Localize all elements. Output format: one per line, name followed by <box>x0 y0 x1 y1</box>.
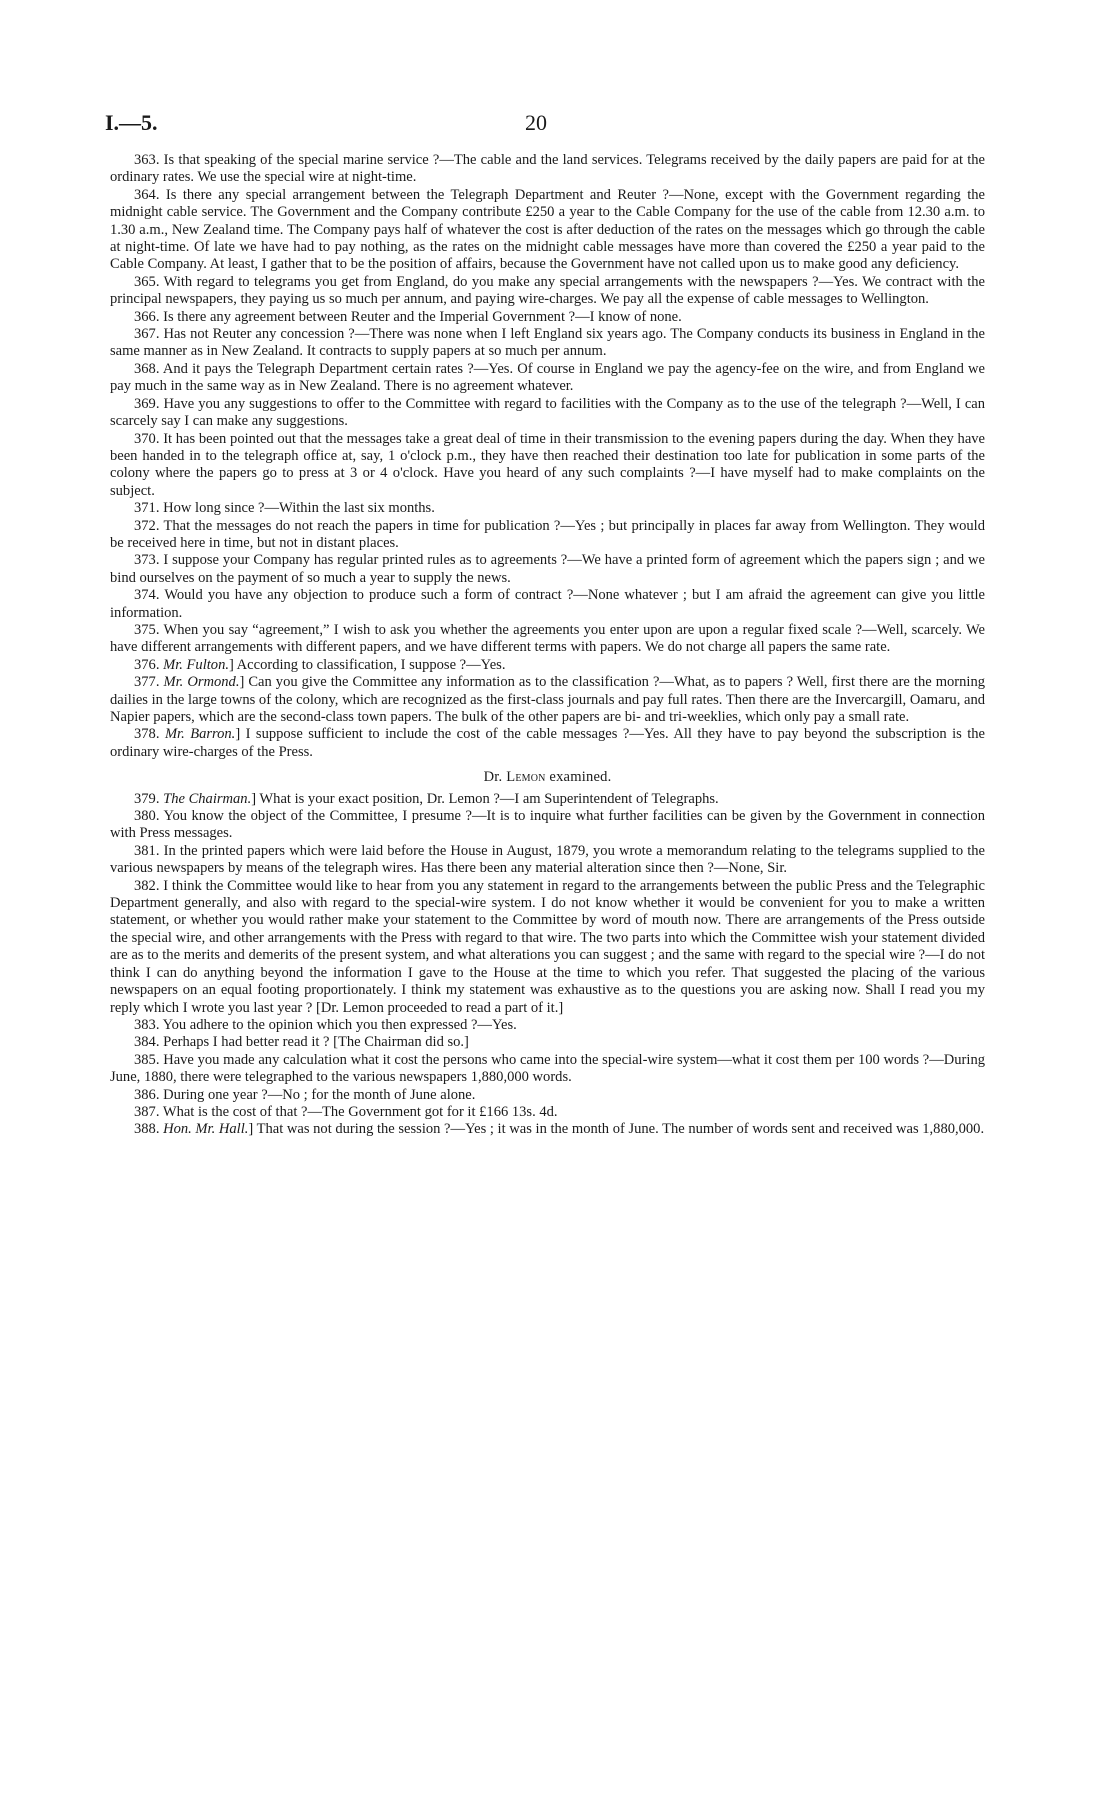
paragraph-group-b <box>110 808 985 1121</box>
paragraph <box>110 808 985 843</box>
paragraph-number: 384. <box>134 1034 160 1051</box>
paragraph <box>110 622 985 657</box>
paragraph-text: And it pays the Telegraph Department certain rates ?—Yes. Of course in England we pay the agency-fee on the wire, and from England we pay much in the same way as in New Zealand. There is no agreement whatever. <box>110 360 985 395</box>
paragraph-text: ] What is your exact position, Dr. Lemon ?—I am Superintendent of Telegraphs. <box>251 790 719 807</box>
paragraph-number: 378. <box>134 726 160 743</box>
paragraph <box>110 500 985 517</box>
paragraph-number: 385. <box>134 1051 160 1068</box>
paragraph-text: Would you have any objection to produce such a form of contract ?—None whatever ; but I am afraid the agreement can give you little information. <box>110 587 986 621</box>
paragraph-text: I suppose your Company has regular printed rules as to agreements ?—We have a printed form of agreement which the papers sign ; and we bind ourselves on the payment of so much a year to supply the news. <box>110 552 985 586</box>
paragraph-text: ] I suppose sufficient to include the cost of the cable messages ?—Yes. All they have to pay beyond the subscription is the ordinary wire-charges of the Press. <box>110 726 985 760</box>
paragraph-text: ] According to classification, I suppose ?—Yes. <box>228 656 506 673</box>
paragraph-number: 368. <box>134 360 160 377</box>
paragraph-number: 369. <box>134 395 160 412</box>
paragraph-text: Is that speaking of the special marine service ?—The cable and the land services. Telegrams received by the daily papers are paid for at the ordinary rates. We use the special wire at night-time. <box>110 152 985 186</box>
paragraph-text: Is there any agreement between Reuter and the Imperial Government ?—I know of none. <box>163 308 682 325</box>
paragraph <box>110 431 985 501</box>
heading-name: Lemon <box>506 769 546 786</box>
paragraph <box>110 1017 985 1034</box>
heading-suffix: examined. <box>549 769 612 786</box>
paragraph-379 <box>110 791 985 808</box>
paragraph <box>110 518 985 553</box>
paragraph-text: Is there any special arrangement between the Telegraph Department and Reuter ?—None, except with the Government regarding the midnight cable service. The Government and the Company contribute £250 a year to the Cable Company for the use of the cable from 12.30 a.m. to 1.30 a.m., New Zealand time. The Company pays half of whatever the cost is after deduction of the rates on the messages which go through the cable at night-time. Of late we have had to pay nothing, as the rates on the midnight cable messages have more than covered the £250 a year paid to the Cable Company. At least, I gather that to be the position of affairs, because the Government have not called upon us to make good any deficiency. <box>110 186 985 273</box>
paragraph <box>110 309 985 326</box>
paragraph-number: 388. <box>134 1121 160 1138</box>
page-header <box>105 110 985 138</box>
paragraph <box>110 1034 985 1051</box>
speaker-name: Mr. Fulton. <box>163 656 229 673</box>
paragraph-text: Has not Reuter any concession ?—There was none when I left England six years ago. The Company conducts its business in England in the same manner as in New Zealand. It contracts to supply papers at so much per annum. <box>110 326 985 360</box>
paragraph-text: In the printed papers which were laid before the House in August, 1879, you wrote a memorandum relating to the telegrams supplied to the various newspapers by means of the telegraph wires. Has there been any material alteration since then ?—None, Sir. <box>110 842 986 877</box>
paragraph <box>110 187 985 274</box>
paragraph-number: 383. <box>134 1016 160 1033</box>
paragraph-text: You adhere to the opinion which you then expressed ?—Yes. <box>162 1016 517 1033</box>
paragraph-text: ] That was not during the session ?—Yes ; it was in the month of June. The number of words sent and received was 1,880,000. <box>248 1121 985 1138</box>
paragraph-number: 379. <box>134 790 160 807</box>
document-reference: I.—5. <box>105 110 158 135</box>
paragraph <box>110 152 985 187</box>
paragraph <box>110 1087 985 1104</box>
body-text <box>110 152 985 1139</box>
paragraph <box>110 843 985 878</box>
paragraph-number: 375. <box>134 621 160 638</box>
paragraph <box>110 361 985 396</box>
paragraph-number: 386. <box>134 1086 160 1103</box>
paragraph-number: 366. <box>134 308 160 325</box>
paragraph-number: 363. <box>134 152 160 168</box>
paragraph-text: ] Can you give the Committee any information as to the classification ?—What, as to papers ? Well, first there are the morning dailies in the large towns of the colony, which are recognized as the first-class journals and pay full rates. Then there are the Invercargill, Oamaru, and Napier papers, which are the second-class town papers. The bulk of the other papers are bi- and tri-weeklies, which only pay a small rate. <box>110 674 985 725</box>
paragraph-text: When you say “agreement,” I wish to ask you whether the agreements you enter upon are upon a regular fixed scale ?—Well, scarcely. We have different arrangements with different papers, and we have different terms with papers. We do not charge all papers the same rate. <box>110 621 986 656</box>
paragraph-377 <box>110 674 985 726</box>
paragraph-number: 373. <box>134 552 160 569</box>
speaker-name: Mr. Barron. <box>164 726 236 743</box>
paragraph-text: During one year ?—No ; for the month of June alone. <box>163 1086 476 1103</box>
paragraph <box>110 1104 985 1121</box>
paragraph-text: I think the Committee would like to hear from you any statement in regard to the arrangements between the public Press and the Telegraphic Department generally, and also with regard to the special-wire system. I do not know whether it would be convenient for you to make a written statement, or whether you would rather make your statement to the Committee by word of mouth now. There are arrangements of the Press outside the special wire, and other arrangements with the Press with regard to that wire. The two parts into which the Committee wish your statement divided are as to the merits and demerits of the present system, and what alterations you can suggest ; and the same with regard to the special wire ?—I do not think I can do anything beyond the information I gave to the House at the time to which you refer. That suggested the placing of the various newspapers on an equal footing proportionately. I think my statement was exhaustive as to the questions you are asking now. Shall I read you my reply which I wrote you last year ? [Dr. Lemon proceeded to read a part of it.] <box>110 877 985 1016</box>
paragraph-text: Have you made any calculation what it cost the persons who came into the special-wire system—what it cost them per 100 words ?—During June, 1880, there were telegraphed to the various newspapers 1,880,000 words. <box>110 1051 985 1086</box>
paragraph <box>110 1052 985 1087</box>
paragraph-number: 377. <box>134 674 160 691</box>
paragraph-text: How long since ?—Within the last six months. <box>163 500 435 517</box>
paragraph-text: It has been pointed out that the messages take a great deal of time in their transmission to the evening papers during the day. When they have been handed in to the telegraph office at, say, 1 o'clock p.m., they have then reached their destination too late for publication in some parts of the colony where the papers go to press at 3 or 4 o'clock. Have you heard of any such complaints ?—I have myself had to make complaints on the subject. <box>110 430 986 499</box>
paragraph-number: 372. <box>134 517 160 534</box>
paragraph <box>110 878 985 1017</box>
speaker-name: Hon. Mr. Hall. <box>163 1121 249 1138</box>
paragraph-number: 370. <box>134 430 160 447</box>
paragraph-text: What is the cost of that ?—The Government got for it £166 13s. 4d. <box>162 1103 558 1120</box>
paragraph-number: 374. <box>134 587 160 604</box>
paragraph-378 <box>110 726 985 761</box>
paragraph-text: That the messages do not reach the papers in time for publication ?—Yes ; but principally in places far away from Wellington. They would be received here in time, but not in distant places. <box>110 517 985 551</box>
speaker-name: The Chairman. <box>163 790 252 807</box>
speaker-name: Mr. Ormond. <box>163 674 240 691</box>
paragraph-number: 380. <box>134 808 160 825</box>
paragraph-number: 365. <box>134 273 160 290</box>
paragraph-number: 382. <box>134 877 160 894</box>
paragraph-text: With regard to telegrams you get from England, do you make any special arrangements with the newspapers ?—Yes. We contract with the principal newspapers, they paying us so much per annum, and paying wire-charges. We pay all the expense of cable messages to Wellington. <box>110 273 985 308</box>
paragraph-text: You know the object of the Committee, I presume ?—It is to inquire what further facilities can be given by the Government in connection with Press messages. <box>110 808 985 842</box>
paragraph-number: 367. <box>134 326 160 343</box>
paragraph-388 <box>110 1121 985 1138</box>
paragraph-number: 376. <box>134 656 160 673</box>
paragraph <box>110 587 985 622</box>
paragraph-number: 387. <box>134 1103 160 1120</box>
paragraph <box>110 274 985 309</box>
section-heading <box>110 769 985 786</box>
paragraph-group-a <box>110 152 985 657</box>
paragraph-376 <box>110 657 985 674</box>
paragraph-number: 364. <box>134 186 160 203</box>
paragraph <box>110 396 985 431</box>
paragraph-text: Have you any suggestions to offer to the Committee with regard to facilities with the Company as to the use of the telegraph ?—Well, I can scarcely say I can make any suggestions. <box>110 395 985 430</box>
paragraph-number: 371. <box>134 500 160 517</box>
paragraph-number: 381. <box>134 842 160 859</box>
paragraph <box>110 326 985 361</box>
paragraph <box>110 552 985 587</box>
heading-title: Dr. <box>483 769 503 786</box>
page-number: 20 <box>525 110 547 135</box>
paragraph-text: Perhaps I had better read it ? [The Chairman did so.] <box>163 1034 469 1051</box>
